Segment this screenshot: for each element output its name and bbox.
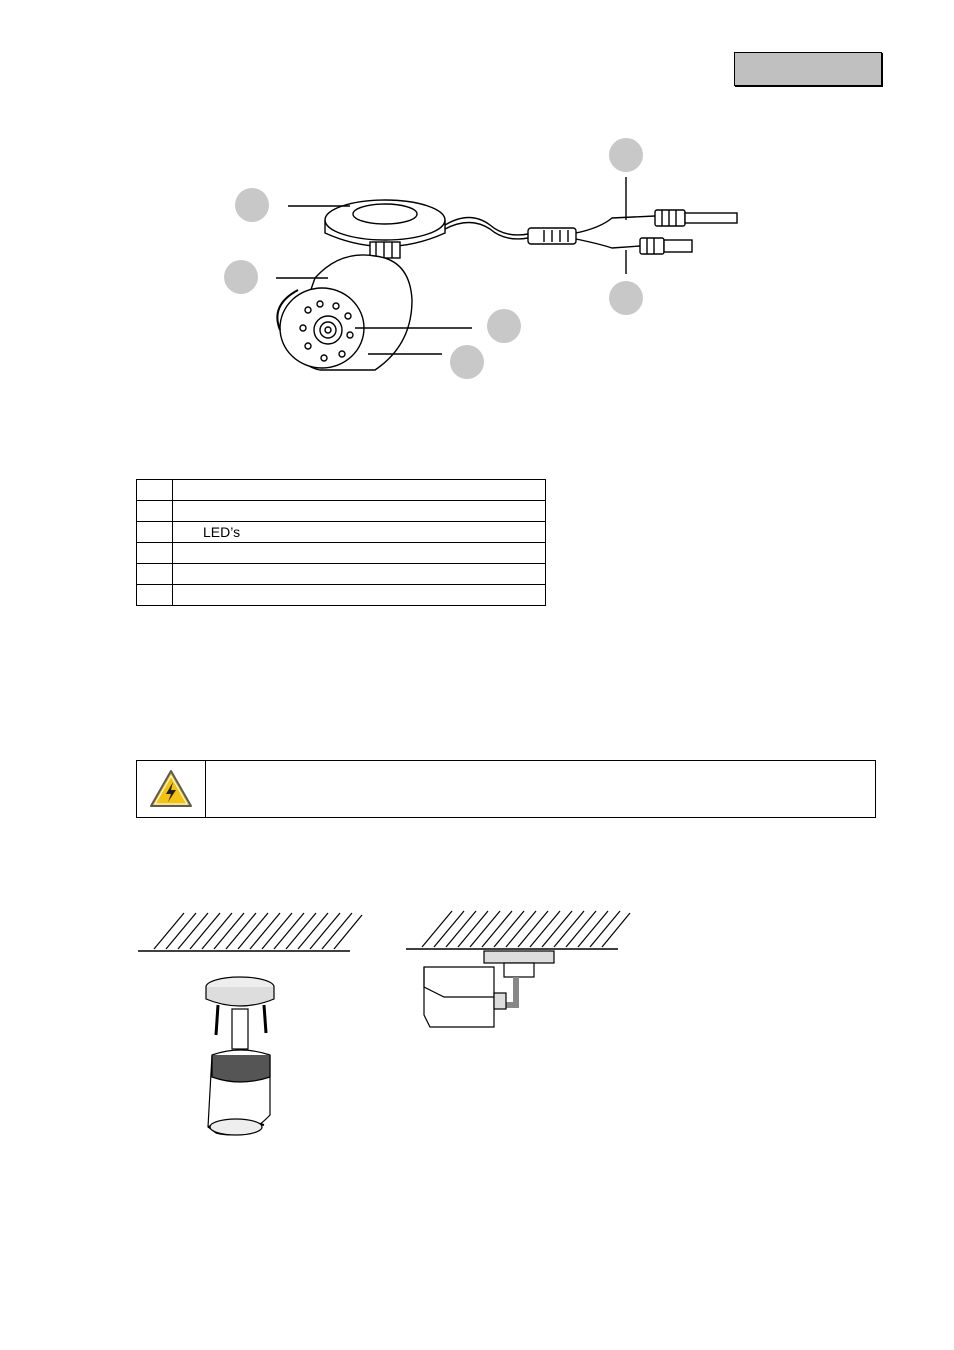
callout-6 — [609, 281, 643, 315]
warning-box — [136, 760, 876, 818]
language-tab — [734, 52, 882, 86]
warning-text — [206, 761, 875, 817]
parts-table — [136, 479, 546, 606]
part-label — [173, 543, 546, 564]
part-label: LED’s — [173, 522, 546, 543]
table-row — [137, 585, 546, 606]
part-label — [173, 501, 546, 522]
part-number — [137, 480, 173, 501]
callout-5 — [609, 138, 643, 172]
part-number — [137, 543, 173, 564]
callout-1 — [235, 188, 269, 222]
callout-2 — [224, 260, 258, 294]
part-number — [137, 501, 173, 522]
callout-4 — [450, 345, 484, 379]
table-row — [137, 564, 546, 585]
part-label — [173, 564, 546, 585]
table-row — [137, 480, 546, 501]
camera-parts-diagram — [200, 130, 760, 390]
warning-icon-cell — [137, 761, 206, 817]
table-row — [137, 543, 546, 564]
part-label — [173, 585, 546, 606]
part-number — [137, 522, 173, 543]
table-row — [137, 501, 546, 522]
part-label — [173, 480, 546, 501]
part-number — [137, 585, 173, 606]
part-number — [137, 564, 173, 585]
wall-mount-diagram — [404, 905, 634, 1035]
ceiling-mount-diagram — [136, 905, 366, 1145]
callout-3 — [487, 309, 521, 343]
table-row — [137, 522, 546, 543]
high-voltage-warning-icon — [149, 769, 193, 809]
